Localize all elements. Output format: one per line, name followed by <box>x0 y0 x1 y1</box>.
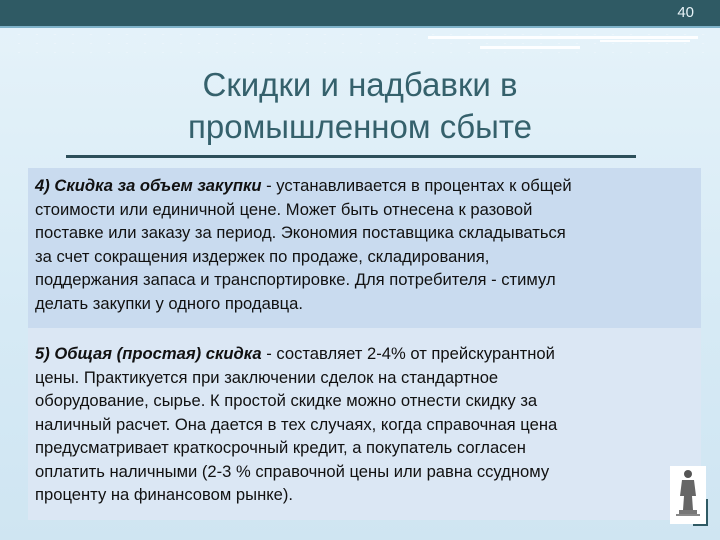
text-fragment: - устанавливается в процентах к общей <box>261 176 572 195</box>
text-fragment: - составляет 2-4% от прейскурантной <box>261 344 555 363</box>
slide-number: 40 <box>677 4 694 21</box>
decorative-line <box>600 40 690 42</box>
text-line: оплатить наличными (2-3 % справочной цены или равна ссудному <box>35 461 550 481</box>
text-line: стоимости или единичной цене. Может быть отнесена к разовой <box>35 199 533 219</box>
decorative-dots <box>10 30 710 60</box>
slide-title <box>130 64 590 148</box>
text-block-volume-discount <box>28 168 701 328</box>
text-line: проценту на финансовом рынке). <box>35 485 294 504</box>
top-rule <box>0 26 720 28</box>
decorative-line <box>480 46 580 49</box>
text-line <box>35 174 693 198</box>
text-line: предусматривает краткосрочный кредит, а покупатель согласен <box>35 438 526 457</box>
text-line: цены. Практикуется при заключении сделок на стандартное <box>35 367 499 387</box>
text-line: делать закупки у одного продавца. <box>35 293 303 313</box>
text-line: наличный расчет. Она дается в тех случаях, когда справочная цена <box>35 414 558 434</box>
slide-title-line-1: Скидки и надбавки в <box>202 66 518 103</box>
text-line: оборудование, сырье. К простой скидке можно отнести скидку за <box>35 391 538 410</box>
term-heading: 4) Скидка за объем закупки <box>35 176 262 195</box>
text-block-simple-discount <box>28 336 701 520</box>
text-line: поддержания запаса и транспортировке. Для потребителя - стимул <box>35 270 556 289</box>
title-underline <box>66 155 636 158</box>
term-heading: 5) Общая (простая) скидка <box>35 344 262 363</box>
text-line: поставке или заказу за период. Экономия поставщика складываться <box>35 223 566 242</box>
content-area <box>28 168 701 520</box>
text-line: за счет сокращения издержек по продаже, складирования, <box>35 246 490 266</box>
slide-title-line-2: промышленном сбыте <box>188 108 532 145</box>
university-seal-icon <box>670 466 706 524</box>
decorative-line <box>428 36 698 39</box>
top-bar <box>0 0 720 26</box>
text-line <box>35 342 693 366</box>
